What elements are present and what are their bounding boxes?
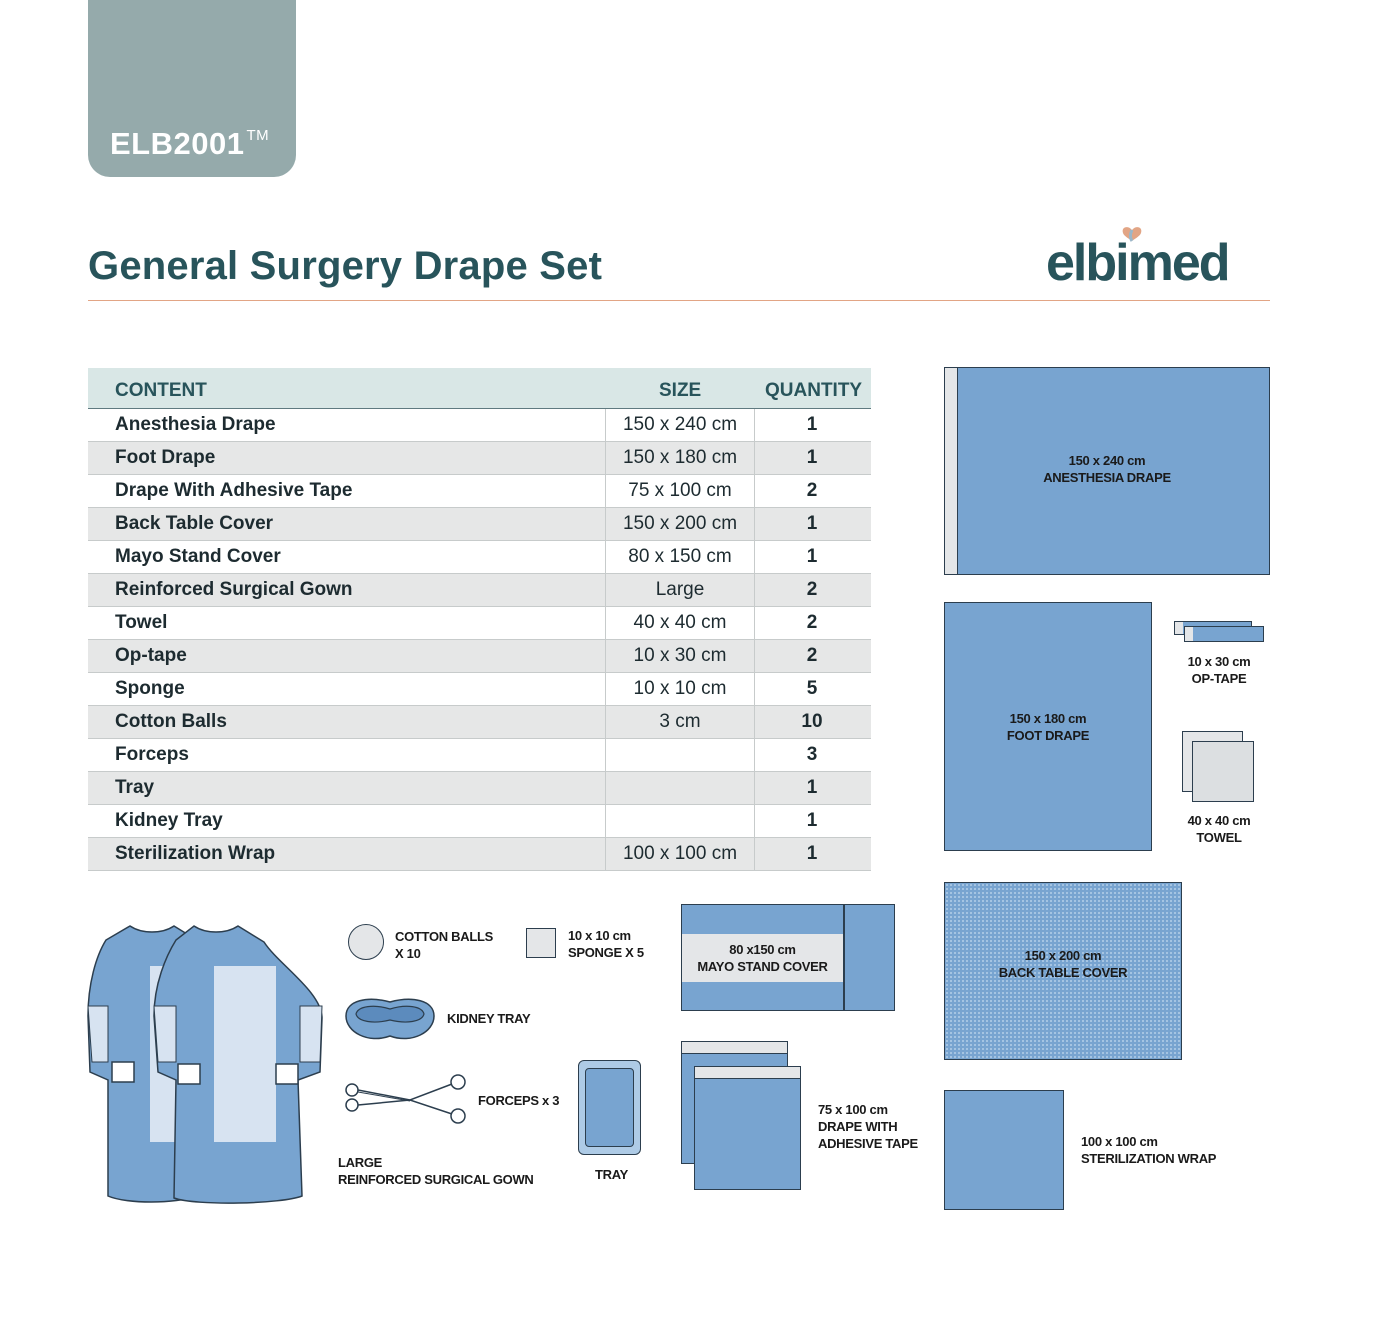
trademark: TM (246, 127, 270, 144)
table-row (88, 640, 871, 673)
cell-quantity: 3 (806, 744, 818, 765)
cell-content: Reinforced Surgical Gown (115, 579, 353, 600)
adhesive-drape-illustration (694, 1066, 801, 1190)
sponge-qty-label: SPONGE X 5 (568, 945, 644, 960)
cell-size (605, 805, 755, 837)
cell-quantity: 1 (806, 513, 818, 534)
anesthesia-drape-illustration (944, 367, 1270, 575)
table-row (88, 574, 871, 607)
cell-size: 150 x 240 cm (605, 409, 755, 441)
table-row (88, 409, 871, 442)
cell-quantity: 2 (806, 645, 818, 666)
cell-content: Mayo Stand Cover (115, 546, 281, 567)
sponge-size-label: 10 x 10 cm (568, 928, 631, 943)
back-table-cover-illustration (944, 882, 1182, 1060)
cell-size: 100 x 100 cm (605, 838, 755, 870)
cell-content: Op-tape (115, 645, 187, 666)
cell-quantity: 1 (806, 810, 818, 831)
cell-size (605, 772, 755, 804)
cell-quantity: 2 (806, 579, 818, 600)
cotton-ball-icon (348, 924, 384, 960)
table-row (88, 541, 871, 574)
kidney-tray-icon (342, 992, 438, 1048)
cell-size: 10 x 30 cm (605, 640, 755, 672)
cell-content: Back Table Cover (115, 513, 274, 534)
table-row (88, 607, 871, 640)
cell-size: 80 x 150 cm (605, 541, 755, 573)
table-row (88, 442, 871, 475)
wrap-name-label: STERILIZATION WRAP (1081, 1151, 1217, 1166)
table-row (88, 508, 871, 541)
cell-size: 40 x 40 cm (605, 607, 755, 639)
table-header (88, 368, 871, 409)
anesthesia-name-label: ANESTHESIA DRAPE (1043, 470, 1171, 485)
page-title: General Surgery Drape Set (88, 244, 603, 288)
adhesive-name-label-1: DRAPE WITH (818, 1119, 898, 1134)
table-row (88, 706, 871, 739)
adhesive-size-label: 75 x 100 cm (818, 1102, 888, 1117)
adhesive-name-label-2: ADHESIVE TAPE (818, 1136, 918, 1151)
logo-text: elbimed (1046, 234, 1229, 290)
cell-content: Anesthesia Drape (115, 414, 276, 435)
contents-table (88, 368, 871, 871)
header-divider (88, 300, 1270, 301)
cell-quantity: 1 (806, 546, 818, 567)
towel-size-label: 40 x 40 cm (1187, 813, 1251, 828)
towel-name-label: TOWEL (1196, 830, 1242, 845)
cotton-qty-label: X 10 (395, 946, 421, 961)
optape-size-label: 10 x 30 cm (1187, 654, 1251, 669)
cell-content: Forceps (115, 744, 189, 765)
header-content: CONTENT (115, 380, 207, 401)
forceps-name-label: FORCEPS x 3 (478, 1093, 560, 1108)
cell-content: Drape With Adhesive Tape (115, 480, 353, 501)
sterilization-wrap-illustration (944, 1090, 1064, 1210)
backtable-name-label: BACK TABLE COVER (998, 965, 1128, 980)
cell-quantity: 1 (806, 843, 818, 864)
tray-icon (578, 1060, 641, 1155)
cell-size: 150 x 200 cm (605, 508, 755, 540)
cell-size: 150 x 180 cm (605, 442, 755, 474)
table-row (88, 805, 871, 838)
table-row (88, 838, 871, 871)
kidney-name-label: KIDNEY TRAY (447, 1011, 531, 1026)
sponge-icon (526, 928, 556, 958)
forceps-icon (340, 1072, 472, 1128)
towel-illustration (1192, 741, 1254, 802)
gown-label-2: REINFORCED SURGICAL GOWN (338, 1172, 534, 1187)
mayo-name-label: MAYO STAND COVER (697, 959, 828, 974)
cell-quantity: 10 (801, 711, 823, 732)
mayo-size-label: 80 x150 cm (729, 942, 796, 957)
cell-content: Tray (115, 777, 155, 798)
surgical-gown-icon (86, 912, 326, 1210)
cell-size (605, 739, 755, 771)
product-code: ELB2001 ™ (110, 126, 270, 161)
product-code-tab (88, 0, 296, 177)
cell-quantity: 1 (806, 447, 818, 468)
anesthesia-size-label: 150 x 240 cm (1068, 453, 1146, 468)
backtable-size-label: 150 x 200 cm (1024, 948, 1102, 963)
elbimed-logo (1046, 222, 1272, 290)
tray-name-label: TRAY (595, 1167, 628, 1182)
cell-content: Kidney Tray (115, 810, 223, 831)
mayo-stand-cover-illustration (681, 904, 895, 1011)
foot-size-label: 150 x 180 cm (1009, 711, 1087, 726)
cotton-name-label: COTTON BALLS (395, 929, 493, 944)
cell-quantity: 2 (806, 480, 818, 501)
cell-quantity: 2 (806, 612, 818, 633)
cell-quantity: 5 (806, 678, 818, 699)
table-row (88, 673, 871, 706)
optape-name-label: OP-TAPE (1191, 671, 1247, 686)
wrap-size-label: 100 x 100 cm (1081, 1134, 1158, 1149)
table-row (88, 739, 871, 772)
gown-label-1: LARGE (338, 1155, 383, 1170)
table-row (88, 475, 871, 508)
header-quantity: QUANTITY (765, 380, 863, 401)
cell-content: Cotton Balls (115, 711, 227, 732)
op-tape-illustration (1184, 626, 1264, 642)
cell-size: 3 cm (605, 706, 755, 738)
cell-content: Sponge (115, 678, 185, 699)
cell-size: 10 x 10 cm (605, 673, 755, 705)
cell-quantity: 1 (806, 777, 818, 798)
table-row (88, 772, 871, 805)
cell-size: Large (605, 574, 755, 606)
foot-drape-illustration (944, 602, 1152, 851)
cell-size: 75 x 100 cm (605, 475, 755, 507)
cell-content: Sterilization Wrap (115, 843, 276, 864)
cell-content: Towel (115, 612, 168, 633)
cell-content: Foot Drape (115, 447, 216, 468)
header-size: SIZE (659, 380, 702, 401)
foot-name-label: FOOT DRAPE (1006, 728, 1090, 743)
cell-quantity: 1 (806, 414, 818, 435)
